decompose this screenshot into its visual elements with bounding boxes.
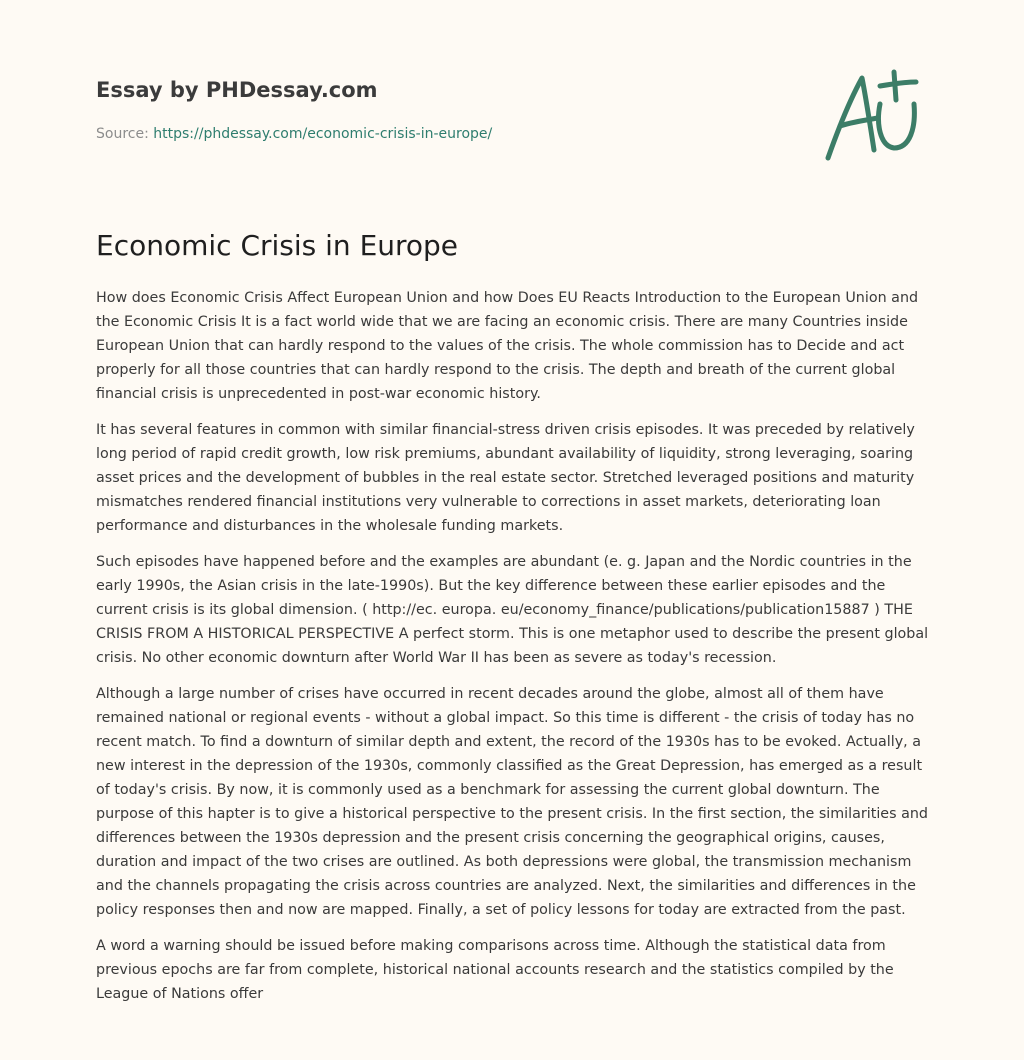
essay-paragraph: A word a warning should be issued before making comparisons across time. Although the statistical data from previous epochs are far from complete, historical national accounts research and the statistics compiled by the League of Nations offer (96, 938, 894, 1002)
site-title: Essay by PHDessay.com (96, 78, 378, 102)
source-label: Source: (96, 126, 149, 142)
source-line (96, 124, 696, 144)
source-link[interactable]: https://phdessay.com/economic-crisis-in-europe/ (153, 126, 493, 142)
page-header (96, 76, 696, 144)
essay-paragraph: How does Economic Crisis Affect European Union and how Does EU Reacts Introduction to the European Union and the Economic Crisis It is a fact world wide that we are facing an economic crisis. There are many Countries inside European Union that can hardly respond to the values of the crisis. The whole commission has to Decide and act properly for all those countries that can hardly respond to the crisis. The depth and breath of the current global financial crisis is unprecedented in post-war economic history. (96, 290, 919, 402)
essay-paragraph: Such episodes have happened before and the examples are abundant (e. g. Japan and the Nordic countries in the early 1990s, the Asian crisis in the late-1990s). But the key difference between these earlier episodes and the current crisis is its global dimension. ( http://ec. europa. eu/economy_finance/publications/publication15887 ) THE CRISIS FROM A HISTORICAL PERSPECTIVE A perfect storm. This is one metaphor used to describe the present global crisis. No other economic downturn after World War II has been as severe as today's recession. (96, 554, 929, 666)
a-plus-logo-icon (818, 64, 930, 168)
essay-paragraph: Although a large number of crises have occurred in recent decades around the globe, almost all of them have remained national or regional events - without a global impact. So this time is different - the crisis of today has no recent match. To find a downturn of similar depth and extent, the record of the 1930s has to be evoked. Actually, a new interest in the depression of the 1930s, commonly classified as the Great Depression, has emerged as a result of today's crisis. By now, it is commonly used as a benchmark for assessing the current global downturn. The purpose of this hapter is to give a historical perspective to the present crisis. In the first section, the similarities and differences between the 1930s depression and the present crisis concerning the geographical origins, causes, duration and impact of the two crises are outlined. As both depressions were global, the transmission mechanism and the channels propagating the crisis across countries are analyzed. Next, the similarities and differences in the policy responses then and now are mapped. Finally, a set of policy lessons for today are extracted from the past. (96, 686, 928, 918)
essay-paragraph: It has several features in common with similar financial-stress driven crisis episodes. It was preceded by relatively long period of rapid credit growth, low risk premiums, abundant availability of liquidity, strong leveraging, soaring asset prices and the development of bubbles in the real estate sector. Stretched leveraged positions and maturity mismatches rendered financial institutions very vulnerable to corrections in asset markets, deteriorating loan performance and disturbances in the wholesale funding markets. (96, 422, 915, 534)
essay-title: Economic Crisis in Europe (96, 229, 459, 262)
essay-body (96, 286, 932, 1018)
